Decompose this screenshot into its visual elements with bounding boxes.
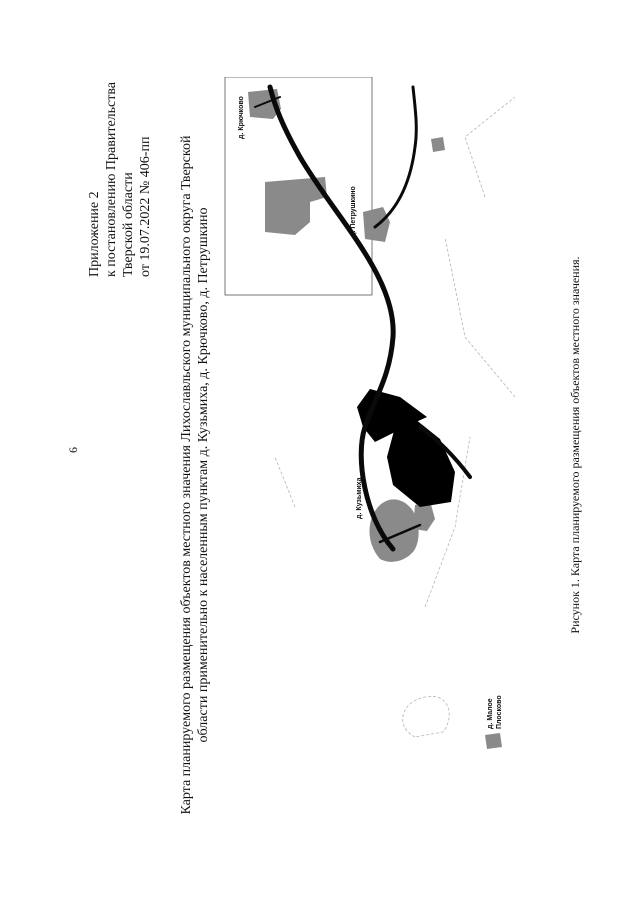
appendix-line-2: к постановлению Правительства (104, 81, 119, 277)
label-kryuchkovo: д. Крючково (238, 96, 245, 139)
planned-object-west (387, 419, 455, 507)
settlement-east (431, 137, 445, 152)
settlement-maloe-ploskovo (485, 733, 502, 749)
page-number: 6 (66, 447, 80, 453)
map-figure (215, 77, 515, 757)
figure-caption: Рисунок 1. Карта планируемого размещения объектов местного значения. (568, 256, 582, 634)
label-maloe-ploskovo-2: Плосково (496, 695, 503, 729)
appendix-line-4: от 19.07.2022 № 406-пп (138, 136, 153, 277)
road-petrushkino (375, 87, 416, 227)
map-title (178, 85, 212, 865)
label-maloe-ploskovo-1: д. Малое (487, 698, 494, 729)
appendix-line-1: Приложение 2 (87, 191, 102, 277)
label-petrushkino: д. Петрушкино (350, 186, 357, 237)
map-title-line-2: области применительно к населенным пунктам д. Кузьмиха, д. Крючково, д. Петрушкино (196, 207, 211, 743)
map-title-line-1: Карта планируемого размещения объектов местного значения Лихославльского муниципального округа Тверской (179, 135, 194, 815)
appendix-block (86, 37, 154, 277)
appendix-line-3: Тверской области (121, 172, 136, 277)
settlement-kuzmikha (369, 499, 418, 562)
label-kuzmikha: д. Кузьмиха (356, 477, 363, 519)
